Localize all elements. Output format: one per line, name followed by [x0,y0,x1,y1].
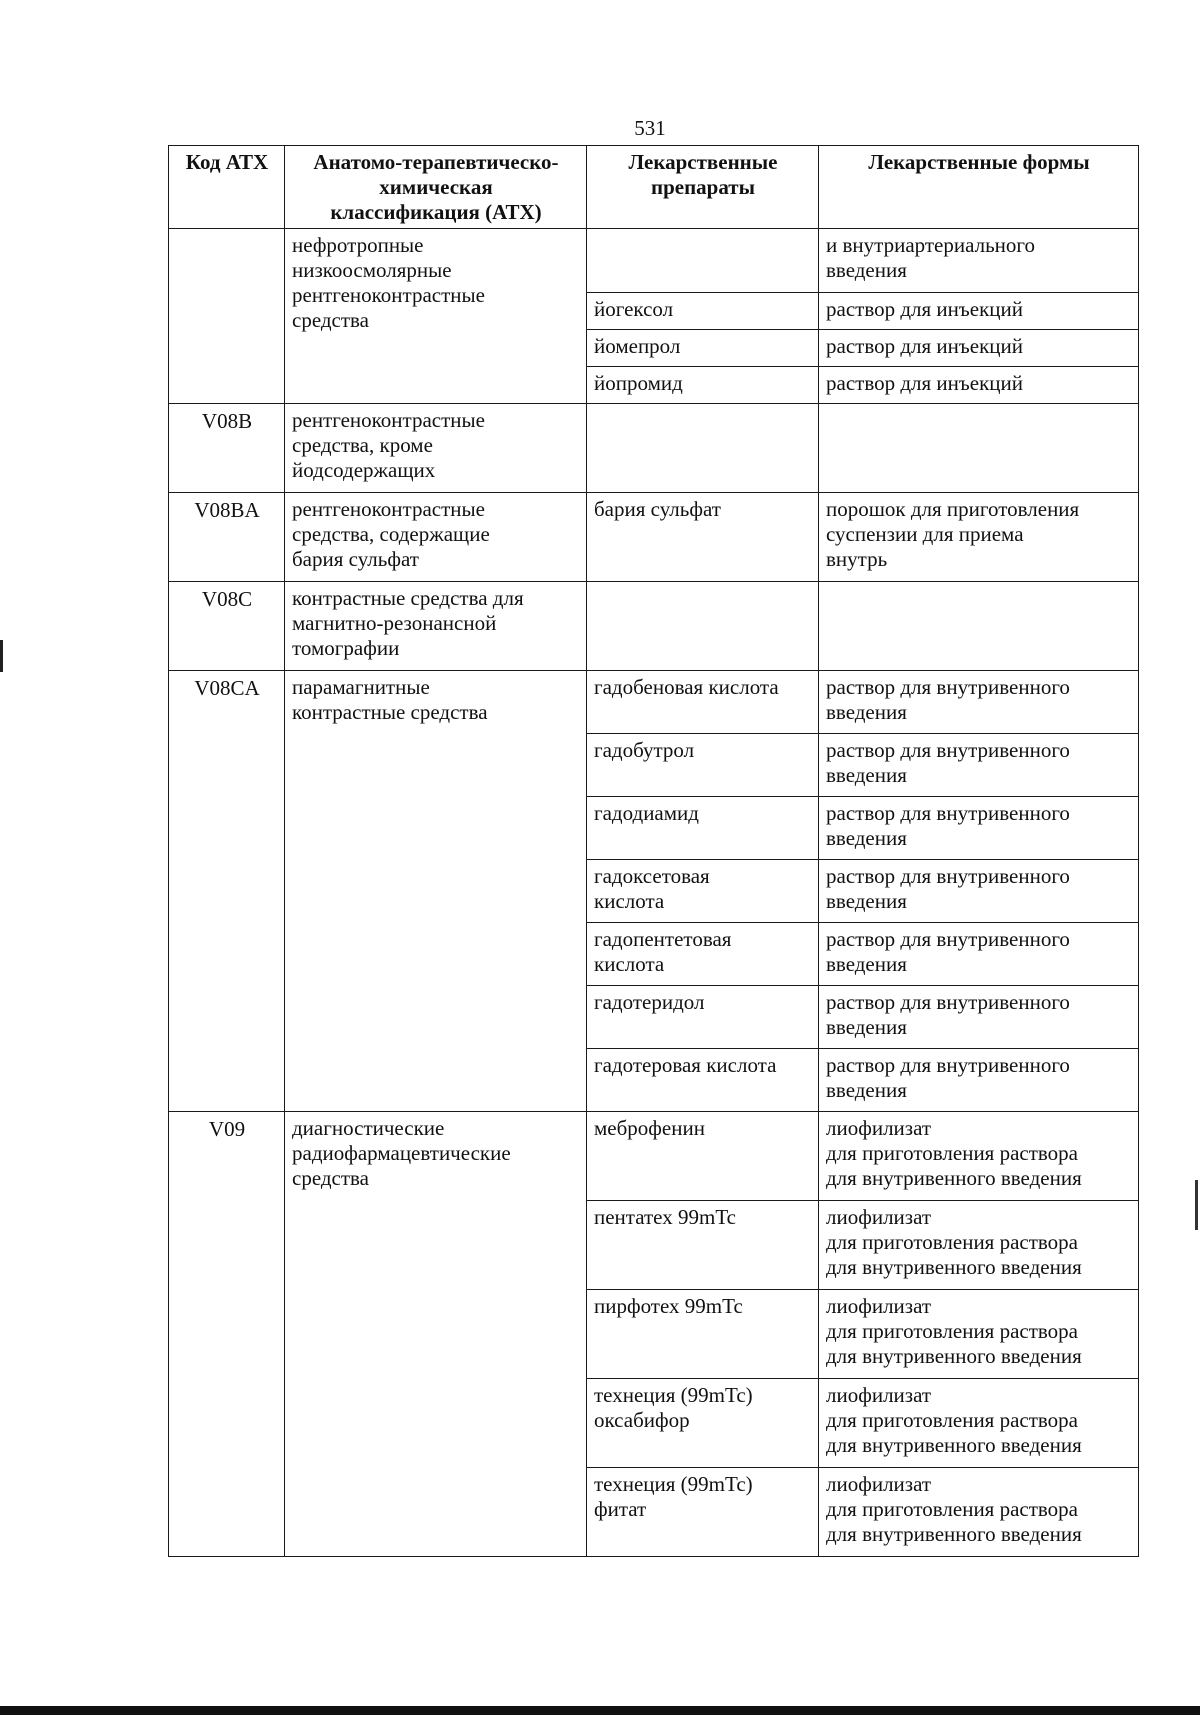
drug-cell: йомепрол [587,330,819,367]
drug-cell: пирфотех 99mTc [587,1290,819,1379]
form-cell: раствор для внутривенного введения [819,671,1139,734]
drug-cell: технеция (99mTc) фитат [587,1468,819,1557]
table-row [169,229,1139,293]
drug-cell [587,582,819,671]
table-row [169,1112,1139,1201]
form-cell: порошок для приготовления суспензии для приема внутрь [819,493,1139,582]
drug-cell: гадопентетовая кислота [587,923,819,986]
form-cell: раствор для внутривенного введения [819,734,1139,797]
drug-cell: гадотеридол [587,986,819,1049]
drug-cell: йопромид [587,367,819,404]
classification-cell: парамагнитные контрастные средства [285,671,587,1112]
form-cell: раствор для внутривенного введения [819,1049,1139,1112]
table-row [169,582,1139,671]
form-cell: лиофилизат для приготовления раствора для внутривенного введения [819,1290,1139,1379]
table-body [169,229,1139,1557]
table-row [169,404,1139,493]
form-cell: раствор для внутривенного введения [819,797,1139,860]
scan-bottom-edge [0,1706,1200,1715]
form-cell: раствор для инъекций [819,293,1139,330]
atx-code-cell: V08C [169,582,285,671]
atx-code-cell [169,229,285,404]
classification-cell: рентгеноконтрастные средства, содержащие бария сульфат [285,493,587,582]
form-cell: раствор для внутривенного введения [819,986,1139,1049]
drug-cell: пентатех 99mTc [587,1201,819,1290]
header-code: Код АТХ [169,146,285,229]
table-header [169,146,1139,229]
header-classification: Анатомо-терапевтическо- химическая классификация (АТХ) [285,146,587,229]
classification-cell: рентгеноконтрастные средства, кроме йодсодержащих [285,404,587,493]
form-cell: и внутриартериального введения [819,229,1139,293]
form-cell: лиофилизат для приготовления раствора для внутривенного введения [819,1201,1139,1290]
classification-cell: нефротропные низкоосмолярные рентгеноконтрастные средства [285,229,587,404]
header-row [169,146,1139,229]
atx-code-cell: V08CA [169,671,285,1112]
drug-cell [587,229,819,293]
drug-cell: технеция (99mTc) оксабифор [587,1379,819,1468]
form-cell [819,582,1139,671]
atx-table [168,145,1139,1557]
drug-cell: гадобутрол [587,734,819,797]
drug-cell: йогексол [587,293,819,330]
form-cell [819,404,1139,493]
page-number: 531 [634,116,666,140]
form-cell: раствор для инъекций [819,367,1139,404]
form-cell: лиофилизат для приготовления раствора для внутривенного введения [819,1468,1139,1557]
drug-cell [587,404,819,493]
scan-edge-mark [1195,1180,1198,1230]
drug-cell: бария сульфат [587,493,819,582]
classification-cell: диагностические радиофармацевтические средства [285,1112,587,1557]
atx-code-cell: V08BA [169,493,285,582]
drug-cell: гадобеновая кислота [587,671,819,734]
table-row [169,493,1139,582]
form-cell: лиофилизат для приготовления раствора для внутривенного введения [819,1112,1139,1201]
header-forms: Лекарственные формы [819,146,1139,229]
atx-code-cell: V09 [169,1112,285,1557]
form-cell: раствор для инъекций [819,330,1139,367]
drug-cell: гадодиамид [587,797,819,860]
table-row [169,671,1139,734]
atx-code-cell: V08B [169,404,285,493]
scan-edge-mark [0,640,3,672]
form-cell: раствор для внутривенного введения [819,923,1139,986]
form-cell: раствор для внутривенного введения [819,860,1139,923]
drug-cell: гадоксетовая кислота [587,860,819,923]
classification-cell: контрастные средства для магнитно-резонансной томографии [285,582,587,671]
drug-cell: меброфенин [587,1112,819,1201]
form-cell: лиофилизат для приготовления раствора для внутривенного введения [819,1379,1139,1468]
header-drugs: Лекарственные препараты [587,146,819,229]
drug-cell: гадотеровая кислота [587,1049,819,1112]
